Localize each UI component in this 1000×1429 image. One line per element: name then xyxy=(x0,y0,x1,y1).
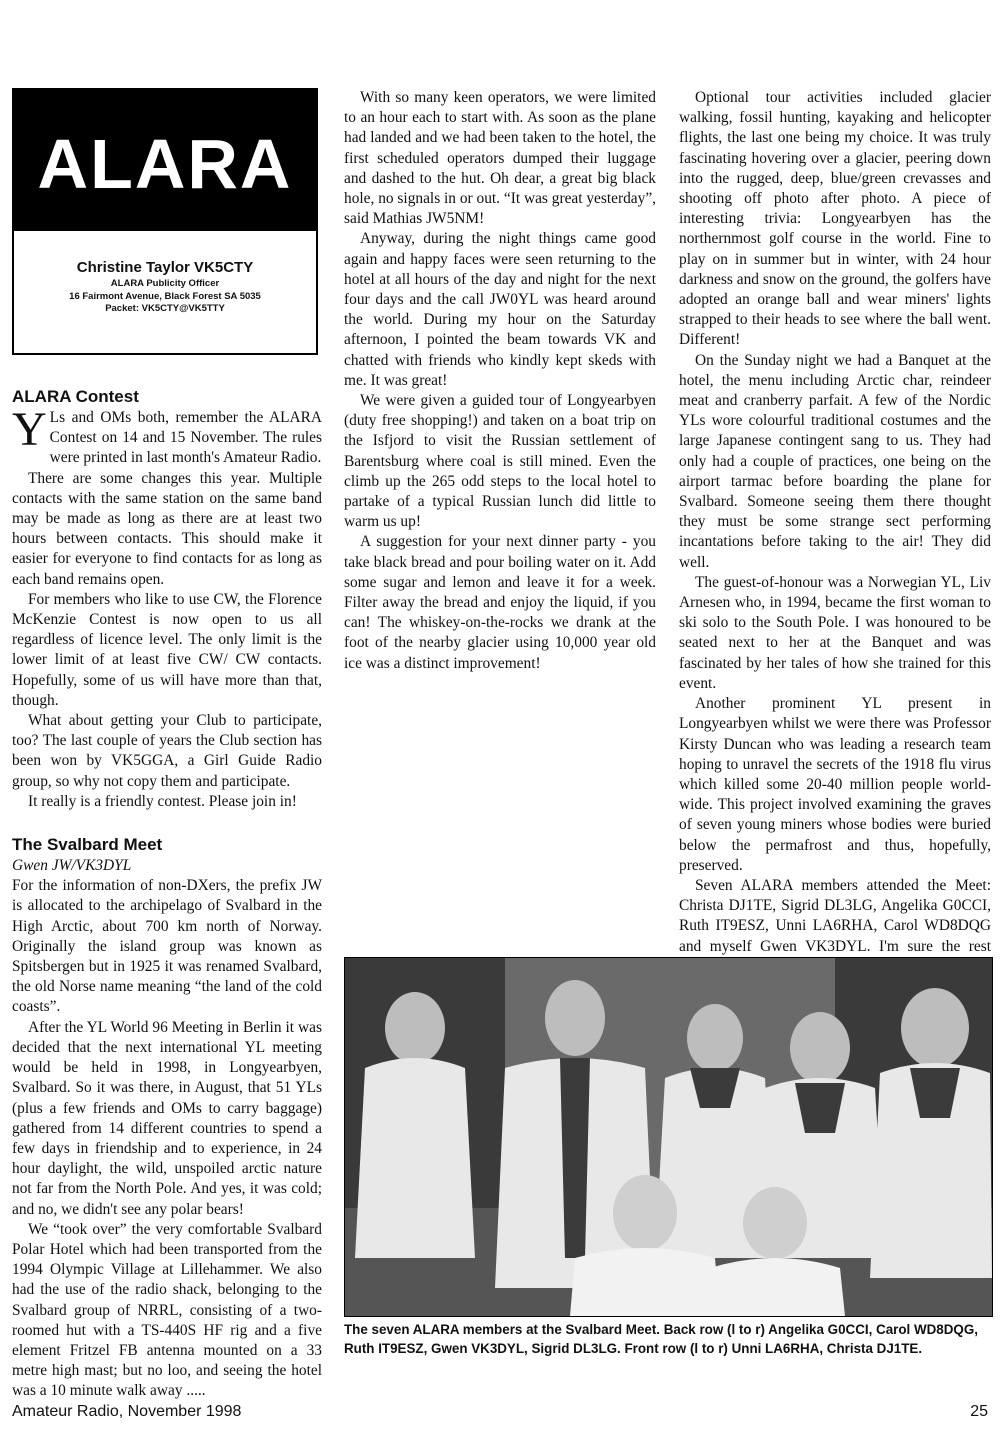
page-number: 25 xyxy=(970,1403,988,1420)
author-address: 16 Fairmont Avenue, Black Forest SA 5035 xyxy=(69,290,261,302)
photo-caption: The seven ALARA members at the Svalbard Meet. Back row (l to r) Angelika G0CCI, Carol WD8DQG, Ruth IT9ESZ, Gwen VK3DYL, Sigrid DL3LG. Front row (l to r) Unni LA6RHA, Christa DJ1TE. xyxy=(344,1322,978,1356)
contest-text: Ls and OMs both, remember the ALARA Contest on 14 and 15 November. The rules were printed in last month's Amateur Radio. xyxy=(49,409,322,467)
column-1 xyxy=(12,386,322,1402)
article-paragraph: Anyway, during the night things came good again and happy faces were seen returning to the hotel at all hours of the day and night for the next four days and the call JW0YL was heard around the world. During my hour on the Saturday afternoon, I pointed the beam towards VK and chatted with friends who kindly kept skeds with me. It was great! xyxy=(344,230,656,389)
article-paragraph: A suggestion for your next dinner party - you take black bread and pour boiling water on it. Add some sugar and lemon and leave it for a week. Filter away the bread and enjoy the liquid, if you can! The whiskey-on-the-rocks we drank at the foot of the nearby glacier using 10,000 year old ice was a distinct improvement! xyxy=(344,533,656,672)
contest-heading: ALARA Contest xyxy=(12,387,139,406)
svalbard-heading: The Svalbard Meet xyxy=(12,835,163,855)
contest-paragraph: What about getting your Club to participate, too? The last couple of years the Club section has been won by VK5GGA, a Girl Guide Radio group, so why not copy them and participate. xyxy=(12,712,322,790)
column-3 xyxy=(679,88,991,1017)
article-paragraph: The guest-of-honour was a Norwegian YL, Liv Arnesen who, in 1994, became the first woman to ski solo to the South Pole. I was honoured to be seated next to her at the Banquet and was fascinated by her tales of how she trained for this event. xyxy=(679,573,991,692)
article-paragraph: For the information of non-DXers, the prefix JW is allocated to the archipelago of Svalbard in the High Arctic, about 700 km north of Norway. Originally the island group was known as Spitsbergen but in 1925 it was renamed Svalbard, the old Norse name meaning “the land of the cold coasts”. xyxy=(12,877,322,1016)
author-role: ALARA Publicity Officer xyxy=(110,278,220,289)
column-2 xyxy=(344,88,656,674)
contest-paragraph: There are some changes this year. Multiple contacts with the same station on the same band may be made as long as there are at least two hours between contacts. This should make it easier for everyone to find contacts for as long as each band remains open. xyxy=(12,469,322,588)
svalbard-byline: Gwen JW/VK3DYL xyxy=(12,857,132,875)
contest-paragraph xyxy=(12,403,322,469)
publication-name: Amateur Radio, November 1998 xyxy=(12,1403,242,1420)
group-photo-illustration xyxy=(345,958,992,1316)
column-title-banner xyxy=(14,90,316,231)
column-title: ALARA xyxy=(37,125,293,203)
group-photo xyxy=(344,957,993,1317)
contest-paragraph: It really is a friendly contest. Please join in! xyxy=(28,792,297,810)
article-paragraph: Seven ALARA members attended the Meet: Christa DJ1TE, Sigrid DL3LG, Angelika G0CCI, Ruth IT9ESZ, Unni LA6RHA, Carol WD8DQG and myself Gwen VK3DYL. I'm sure the rest xyxy=(679,876,991,955)
author-packet: Packet: VK5CTY@VK5TTY xyxy=(105,303,225,314)
column-header-box xyxy=(12,88,318,355)
author-name: Christine Taylor VK5CTY xyxy=(76,259,254,276)
author-info xyxy=(14,258,316,316)
article-paragraph: On the Sunday night we had a Banquet at the hotel, the menu including Arctic char, reindeer meat and cranberry parfait. A few of the Nordic YLs wore colourful traditional costumes and the large Japanese contingent sang to us. They had only had a couple of practices, one being on the airport tarmac before boarding the plane for Svalbard. Someone seeing them there thought they must be some strange sect performing incantations before taking to the air! They did well. xyxy=(679,351,991,571)
article-paragraph: After the YL World 96 Meeting in Berlin it was decided that the next international YL meeting would be held in 1998, in Longyearbyen, Svalbard. So it was there, in August, that 51 YLs (plus a few friends and OMs to carry baggage) gathered from 14 different countries to spend a few days in friendship and to experience, in 24 hour daylight, the wild, unspoiled arctic nature not far from the North Pole. And yes, it was cold; and no, we didn't see any polar bears! xyxy=(12,1018,322,1218)
drop-cap: Y xyxy=(12,403,47,456)
article-paragraph: Another prominent YL present in Longyearbyen whilst we were there was Professor Kirsty Duncan who was leading a research team hoping to unravel the secrets of the 1918 flu virus which killed some 20-40 million people world-wide. This project involved examining the graves of seven young miners whose bodies were buried below the permafrost and thus, hopefully, preserved. xyxy=(679,695,991,874)
article-paragraph: With so many keen operators, we were limited to an hour each to start with. As soon as the plane had landed and we had been taken to the hotel, the first scheduled operators dumped their luggage and dashed to the hut. Oh dear, a great big black hole, no signals in or out. “It was great yesterday”, said Mathias JW5NM! xyxy=(344,89,656,228)
contest-paragraph: For members who like to use CW, the Florence McKenzie Contest is now open to us all regardless of licence level. The only limit is the lower limit of at least five CW/ CW contacts. Hopefully, some of us will have more than that, though. xyxy=(12,590,322,709)
article-paragraph: Optional tour activities included glacier walking, fossil hunting, kayaking and helicopter flights, the last one being my choice. It was truly fascinating hovering over a glacier, peering down into the rugged, deep, blue/green crevasses and shooting off photo after photo. A piece of interesting trivia: Longyearbyen has the northernmost golf course in the world. Fine to play on in summer but in winter, with 24 hour darkness and snow on the ground, the golfers have adopted an orange ball and wear miners' lights strapped to their heads to see where the ball went. Different! xyxy=(679,89,991,349)
article-paragraph: We “took over” the very comfortable Svalbard Polar Hotel which had been transported from the 1994 Olympic Village at Lillehammer. We also had the use of the radio shack, belonging to the Svalbard group of NRRL, consisting of a two-roomed hut with a TS-440S HF rig and a five element Fritzel FB antenna mounted on a 33 metre high mast; but no loo, and seeing the hotel was a 10 minute walk away ..... xyxy=(12,1220,322,1400)
article-paragraph: We were given a guided tour of Longyearbyen (duty free shopping!) and taken on a boat trip on the Isfjord to visit the Russian settlement of Barentsburg where coal is still mined. Even the climb up the 265 odd steps to the local hotel to partake of a typical Russian lunch did little to warm us up! xyxy=(344,392,656,531)
